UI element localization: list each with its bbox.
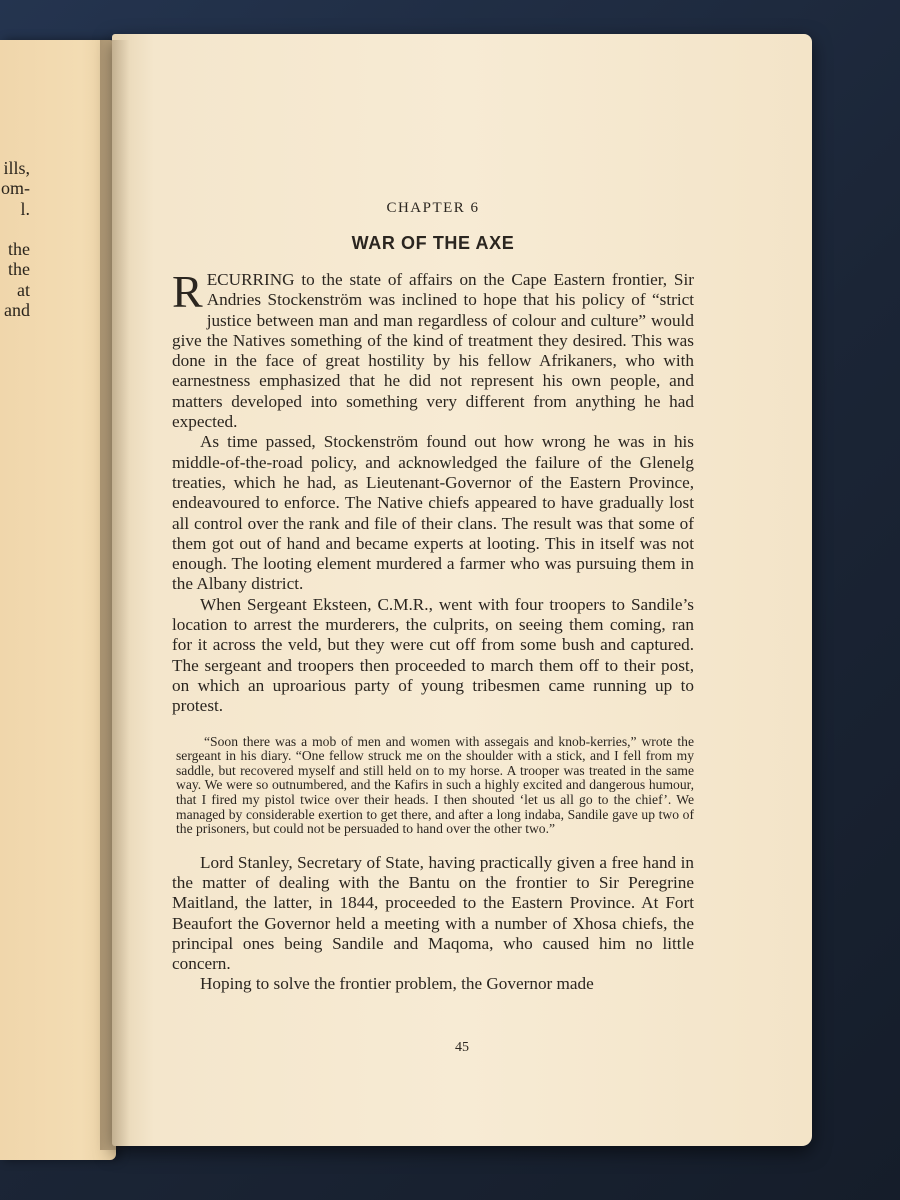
left-fragment-line: l. bbox=[20, 198, 30, 219]
paragraph: As time passed, Stockenström found out how wrong he was in his middle-of-the-road policy, and acknowledged the failure of the Glenelg treaties, which he had, as Lieutenant-Governor of the Eastern Province, endeavoured to enforce. The Native chiefs appeared to have gradually lost all control over the rank and file of their clans. The result was that some of them got out of hand and became experts at looting. This in itself was not enough. The looting element murdered a farmer who was pursuing them in the Albany district. bbox=[172, 432, 694, 594]
left-fragment-line: ills, bbox=[3, 158, 30, 178]
chapter-label: CHAPTER 6 bbox=[386, 200, 480, 216]
body-text bbox=[172, 266, 694, 995]
left-fragment-line: the bbox=[8, 239, 30, 260]
left-page bbox=[0, 40, 116, 1160]
paragraph bbox=[172, 266, 694, 432]
drop-cap: R bbox=[172, 266, 203, 317]
left-fragment-line: at bbox=[17, 279, 30, 300]
block-quote: “Soon there was a mob of men and women with assegais and knob-kerries,” wrote the sergeant in his diary. “One fellow struck me on the shoulder with a stick, and I fell from my saddle, but recovered myself and still held on to my horse. A trooper was treated in the same way. We were so outnumbered, and the Kafirs in such a highly excited and dangerous humour, that I fired my pistol twice over their heads. I then shouted ‘let us all go to the chief’. We managed by considerable exertion to get there, and after a long indaba, Sandile gave up two of the prisoners, but could not be persuaded to hand over the other two.” bbox=[176, 733, 694, 837]
left-fragment-line: om- bbox=[1, 178, 30, 199]
left-page-text-fragments bbox=[0, 158, 30, 320]
left-fragment-line: the bbox=[8, 259, 30, 280]
paragraph-text: ECURRING to the state of affairs on the Cape Eastern frontier, Sir Andries Stockenström was inclined to hope that his policy of “strict justice between man and man regardless of colour and culture” would give the Natives something of the kind of treatment they desired. This was done in the face of great hostility by his fellow Afrikaners, who with earnestness emphasized that he did not represent his own people, and matters developed into something very different from anything he had expected. bbox=[172, 270, 694, 432]
paragraph: Lord Stanley, Secretary of State, having practically given a free hand in the matter of dealing with the Bantu on the frontier to Sir Peregrine Maitland, the latter, in 1844, proceeded to the Eastern Province. At Fort Beaufort the Governor held a meeting with a number of Xhosa chiefs, the principal ones being Sandile and Maqoma, who caused him no little concern. bbox=[172, 852, 694, 974]
left-fragment-line: and bbox=[4, 300, 30, 321]
page-number: 45 bbox=[455, 1040, 469, 1055]
chapter-title: WAR OF THE AXE bbox=[351, 233, 515, 253]
book-spine-shadow bbox=[100, 40, 130, 1150]
left-fragment-line bbox=[0, 219, 30, 239]
page-content bbox=[172, 198, 694, 995]
paragraph: When Sergeant Eksteen, C.M.R., went with four troopers to Sandile’s location to arrest the murderers, the culprits, on seeing them coming, ran for it across the veld, but they were cut off from some bush and captured. The sergeant and troopers then proceeded to march them off to their post, on which an uproarious party of young tribesmen came running up to protest. bbox=[172, 594, 694, 716]
paragraph: Hoping to solve the frontier problem, the Governor made bbox=[200, 974, 594, 994]
